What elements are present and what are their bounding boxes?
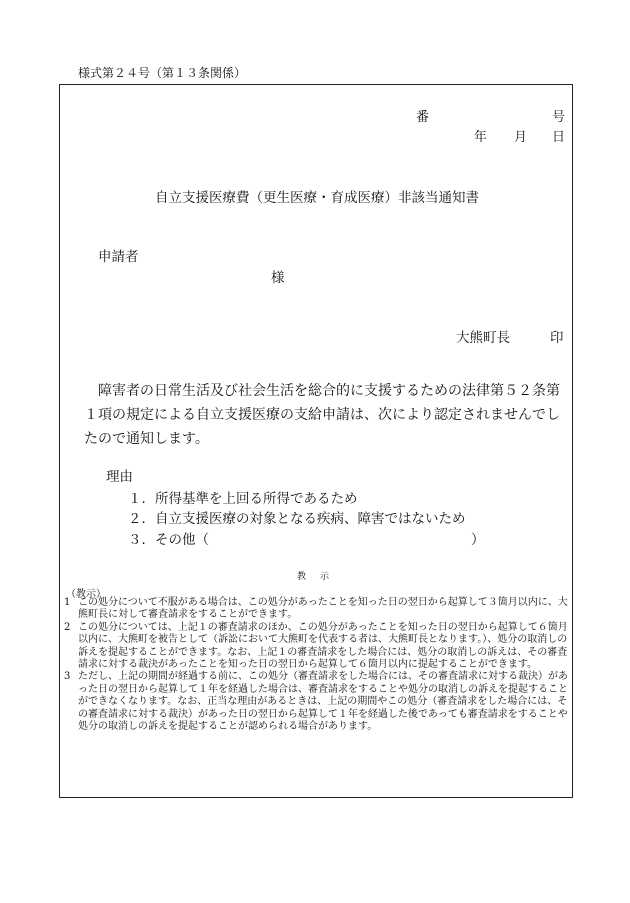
reason-heading: 理由 bbox=[106, 469, 133, 485]
instruction-item bbox=[64, 622, 568, 672]
instruction-item bbox=[64, 597, 568, 622]
instruction-item-number: 3 bbox=[64, 671, 71, 683]
instruction-title: 教示 bbox=[297, 572, 344, 582]
reason-other-close: ） bbox=[471, 532, 485, 548]
applicant-label: 申請者 bbox=[98, 249, 139, 265]
instruction-item-number: 1 bbox=[64, 597, 71, 608]
document-title: 自立支援医療費（更生医療・育成医療）非該当通知書 bbox=[155, 190, 479, 206]
document-number-suffix: 号 bbox=[552, 110, 566, 125]
instruction-item-text: この処分について不服がある場合は、この処分があったことを知った日の翌日から起算して３箇月以内に、大熊町長に対して審査請求をすることができます。 bbox=[78, 597, 568, 621]
form-number-label: 様式第２４号（第１３条関係） bbox=[78, 66, 247, 80]
instruction-item-text: ただし、上記の期間が経過する前に、この処分（審査請求をした場合には、その審査請求に対する裁決）があった日の翌日から起算して１年を経過した場合は、審査請求をすることや処分の取消しの訴えを提起することができなくなります。なお、正当な理由があるときは、上記の期間やこの処分（審査請求をした場合には、その審査請求に対する裁決）があった日の翌日から起算して１年を経過した後であっても審査請求をすることや処分の取消しの訴えを提起することが認められる場合があります。 bbox=[78, 671, 568, 733]
reason-item: １．所得基準を上回る所得であるため bbox=[128, 491, 358, 507]
reason-item: ２．自立支援医療の対象となる疾病、障害ではないため bbox=[128, 511, 466, 527]
date-month-label: 月 bbox=[514, 130, 528, 145]
instruction-item bbox=[64, 671, 568, 733]
document-number-prefix: 番 bbox=[416, 110, 430, 125]
instruction-list bbox=[64, 597, 568, 733]
instruction-item-number: 2 bbox=[64, 621, 71, 633]
reason-item: ３．その他（ bbox=[128, 532, 209, 548]
seal-mark: 印 bbox=[550, 330, 564, 346]
date-day-label: 日 bbox=[552, 130, 566, 145]
instruction-item-text: この処分については、上記１の審査請求のほか、この処分があったことを知った日の翌日から起算して６箇月以内に、大熊町を被告として（訴訟において大熊町を代表する者は、大熊町長となります。）、処分の取消しの訴えを提起することができます。なお、上記１の審査請求をした場合には、処分の取消しの訴えは、その審査請求に対する裁決があったことを知った日の翌日から起算して６箇月以内に提起することができます。 bbox=[78, 621, 568, 671]
issuer-name: 大熊町長 bbox=[456, 330, 510, 346]
instruction-heading: （教示） bbox=[66, 589, 106, 600]
notice-body-text: 障害者の日常生活及び社会生活を総合的に支援するための法律第５２条第１項の規定による自立支援医療の支給申請は、次により認定されませんでしたので通知します。 bbox=[84, 383, 560, 447]
honorific-label: 様 bbox=[271, 270, 285, 286]
date-year-label: 年 bbox=[474, 130, 488, 145]
notice-body bbox=[84, 379, 566, 451]
